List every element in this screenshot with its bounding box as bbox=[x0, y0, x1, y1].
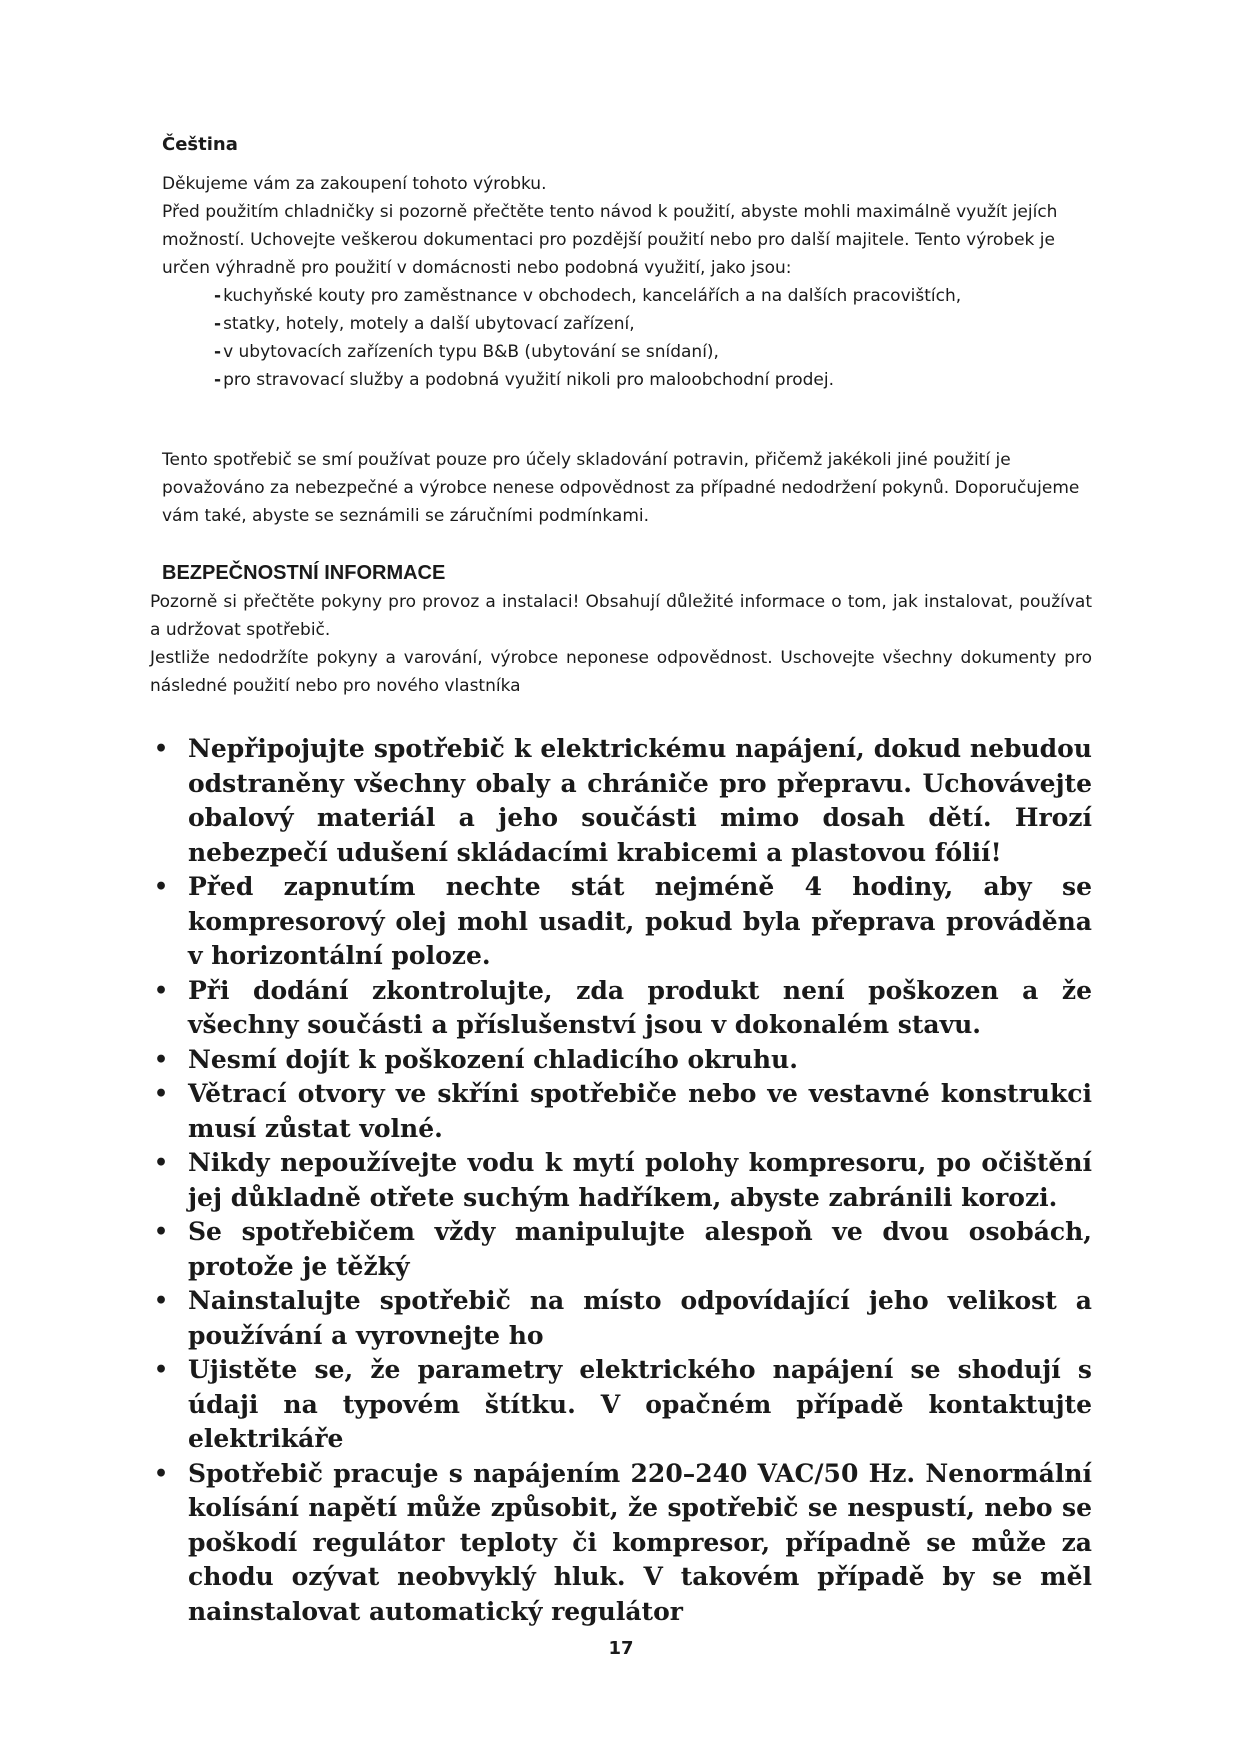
list-item bbox=[214, 338, 1082, 366]
bullet-icon: • bbox=[154, 1357, 169, 1383]
bullet-icon: • bbox=[154, 874, 169, 900]
bullet-icon: • bbox=[154, 1081, 169, 1107]
bullet-item bbox=[150, 732, 1092, 870]
list-item-text: kuchyňské kouty pro zaměstnance v obchodech, kancelářích a na dalších pracovištích, bbox=[223, 286, 962, 306]
list-item-text: v ubytovacích zařízeních typu B&B (ubytování se snídaní), bbox=[223, 342, 719, 362]
bullet-text: Nainstalujte spotřebič na místo odpovídající jeho velikost a používání a vyrovnejte ho bbox=[188, 1286, 1092, 1350]
dash-marker: - bbox=[214, 286, 222, 306]
dash-marker: - bbox=[214, 342, 222, 362]
list-item bbox=[214, 366, 1082, 394]
dash-marker: - bbox=[214, 370, 222, 390]
bullet-item bbox=[150, 1353, 1092, 1457]
bullet-item bbox=[150, 870, 1092, 974]
safety-heading: BEZPEČNOSTNÍ INFORMACE bbox=[162, 562, 446, 584]
list-item-text: statky, hotely, motely a další ubytovací zařízení, bbox=[223, 314, 635, 334]
list-item bbox=[214, 310, 1082, 338]
bullet-icon: • bbox=[154, 977, 169, 1004]
bullet-text: Spotřebič pracuje s napájením 220–240 VAC/50 Hz. Nenormální kolísání napětí může způsobit, že spotřebič se nespustí, nebo se poškodí regulátor teploty či kompresor, případně se může za chodu ozývat neobvyklý hluk. V takovém případě by se měl nainstalovat automatický regulátor bbox=[188, 1458, 1092, 1626]
intro-thanks: Děkujeme vám za zakoupení tohoto výrobku. bbox=[162, 174, 547, 194]
intro-block bbox=[162, 170, 1082, 394]
bullet-item bbox=[150, 1043, 1092, 1078]
list-item bbox=[214, 282, 1082, 310]
usage-text: Tento spotřebič se smí používat pouze pro účely skladování potravin, přičemž jakékoli jiné použití je považováno za nebezpečné a výrobce nenese odpovědnost za případné nedodržení pokynů. Doporučujeme vám také, abyste se seznámili se záručními podmínkami. bbox=[162, 450, 1080, 526]
intro-instructions: Před použitím chladničky si pozorně přečtěte tento návod k použití, abyste mohli maximálně využít jejích možností. Uchovejte veškerou dokumentaci pro pozdější použití nebo pro další majitele. Tento výrobek je určen výhradně pro použití v domácnosti nebo podobná využití, jako jsou: bbox=[162, 202, 1058, 278]
usage-paragraph bbox=[162, 446, 1092, 530]
bullet-text: Ujistěte se, že parametry elektrického napájení se shodují s údaji na typovém štítku. V opačném případě kontaktujte elektrikáře bbox=[188, 1355, 1092, 1453]
usage-environments-list bbox=[162, 282, 1082, 394]
bullet-item bbox=[150, 1146, 1092, 1215]
bullet-icon: • bbox=[154, 1046, 169, 1073]
bullet-icon: • bbox=[154, 1219, 169, 1245]
bullet-text: Nesmí dojít k poškození chladicího okruhu. bbox=[188, 1044, 798, 1074]
list-item-text: pro stravovací služby a podobná využití nikoli pro maloobchodní prodej. bbox=[223, 370, 834, 390]
safety-intro-text-1: Pozorně si přečtěte pokyny pro provoz a instalaci! Obsahují důležité informace o tom, jak instalovat, používat a udržovat spotřebič. bbox=[150, 592, 1092, 640]
section-title: Čeština bbox=[162, 134, 238, 155]
page-number: 17 bbox=[608, 1638, 634, 1659]
bullet-item bbox=[150, 1284, 1092, 1353]
safety-intro bbox=[150, 588, 1092, 700]
bullet-text: Větrací otvory ve skříni spotřebiče nebo ve vestavné konstrukci musí zůstat volné. bbox=[188, 1079, 1092, 1143]
dash-marker: - bbox=[214, 314, 222, 334]
safety-bullet-list bbox=[150, 732, 1092, 1629]
bullet-item bbox=[150, 974, 1092, 1043]
bullet-icon: • bbox=[154, 1288, 169, 1314]
bullet-text: Nikdy nepoužívejte vodu k mytí polohy kompresoru, po očištění jej důkladně otřete suchým hadříkem, abyste zabránili korozi. bbox=[188, 1148, 1092, 1212]
bullet-text: Se spotřebičem vždy manipulujte alespoň ve dvou osobách, protože je těžký bbox=[188, 1217, 1092, 1281]
bullet-text: Nepřipojujte spotřebič k elektrickému napájení, dokud nebudou odstraněny všechny obaly a chrániče pro přepravu. Uchovávejte obalový materiál a jeho součásti mimo dosah dětí. Hrozí nebezpečí udušení skládacími krabicemi a plastovou fólií! bbox=[188, 734, 1092, 867]
bullet-text: Při dodání zkontrolujte, zda produkt není poškozen a že všechny součásti a příslušenství jsou v dokonalém stavu. bbox=[188, 975, 1092, 1039]
bullet-icon: • bbox=[154, 736, 169, 762]
bullet-item bbox=[150, 1077, 1092, 1146]
bullet-item bbox=[150, 1457, 1092, 1630]
bullet-icon: • bbox=[154, 1460, 169, 1487]
safety-intro-text-2: Jestliže nedodržíte pokyny a varování, výrobce neponese odpovědnost. Uschovejte všechny dokumenty pro následné použití nebo pro nového vlastníka bbox=[150, 648, 1092, 696]
bullet-icon: • bbox=[154, 1150, 169, 1176]
bullet-text: Před zapnutím nechte stát nejméně 4 hodiny, aby se kompresorový olej mohl usadit, pokud byla přeprava prováděna v horizontální poloze. bbox=[188, 872, 1092, 970]
bullet-item bbox=[150, 1215, 1092, 1284]
